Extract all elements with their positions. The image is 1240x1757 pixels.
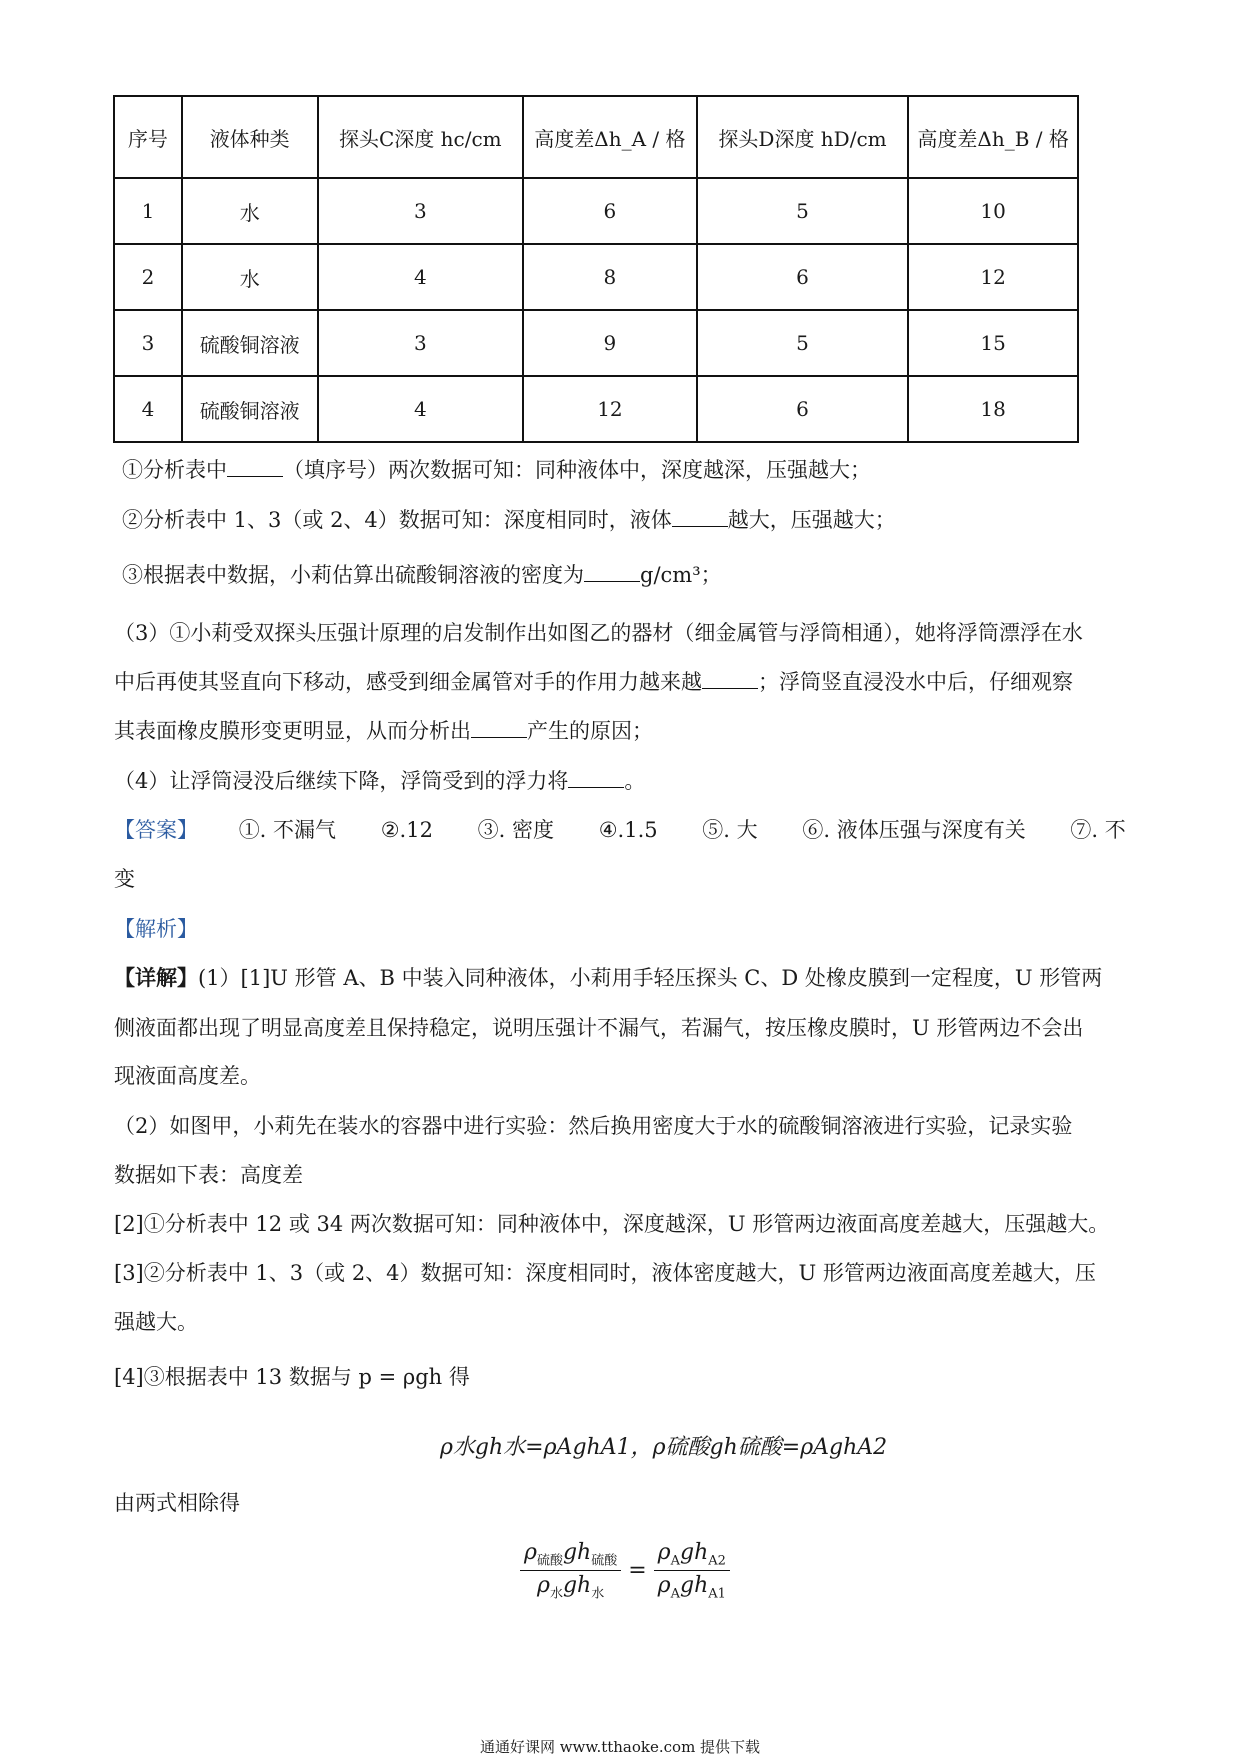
header-cell: 高度差Δh_A / 格 xyxy=(523,96,697,178)
table-cell: 4 xyxy=(114,376,182,442)
table-cell: 6 xyxy=(697,376,909,442)
formula-1: ρ水gh水=ρAghA1，ρ硫酸gh硫酸=ρAghA2 xyxy=(440,1435,888,1460)
answer-item: ③. 密度 xyxy=(477,818,555,842)
header-cell: 探头D深度 hD/cm xyxy=(697,96,909,178)
table-cell: 15 xyxy=(908,310,1078,376)
paragraph-3-line-1: （3）①小莉受双探头压强计原理的启发制作出如图乙的器材（细金属管与浮筒相通），她将浮筒漂浮在水 xyxy=(114,621,1083,645)
paragraph-3-line-2 xyxy=(114,667,1073,697)
detail-line-8: 强越大。 xyxy=(114,1310,198,1334)
q3-unit-text: g/cm³； xyxy=(640,563,722,587)
detail-line-3: 现液面高度差。 xyxy=(114,1064,261,1088)
p3-line3-post: 产生的原因； xyxy=(527,719,653,743)
table-cell: 18 xyxy=(908,376,1078,442)
table-cell: 2 xyxy=(114,244,182,310)
detail-line-9: [4]③根据表中 13 数据与 p = ρgh 得 xyxy=(114,1365,470,1389)
answer-blank xyxy=(672,506,728,527)
table-cell: 水 xyxy=(182,244,318,310)
table-cell: 12 xyxy=(908,244,1078,310)
q2-pre-text: ②分析表中 1、3（或 2、4）数据可知：深度相同时，液体 xyxy=(122,508,672,532)
question-line-2 xyxy=(122,505,896,535)
p4-post: 。 xyxy=(624,769,646,793)
data-table xyxy=(113,95,1079,443)
fraction-left: $\frac{\rho_{硫酸}gh_{硫酸}}{\rho_水gh_水}$ xyxy=(520,1540,621,1602)
table-cell: 5 xyxy=(697,310,909,376)
table-row xyxy=(114,310,1078,376)
answer-item: ①. 不漏气 xyxy=(238,818,337,842)
question-line-3 xyxy=(122,560,722,590)
table-cell: 3 xyxy=(318,310,524,376)
p3-line2-post: ；浮筒竖直浸没水中后，仔细观察 xyxy=(758,670,1073,694)
table-cell: 8 xyxy=(523,244,697,310)
p3-line2-pre: 中后再使其竖直向下移动，感受到细金属管对手的作用力越来越 xyxy=(114,670,702,694)
answer-item: ④.1.5 xyxy=(598,818,658,842)
detail-line-4: （2）如图甲，小莉先在装水的容器中进行实验：然后换用密度大于水的硫酸铜溶液进行实验，记录实验 xyxy=(114,1114,1073,1138)
answer-continuation: 变 xyxy=(114,867,135,891)
answer-blank xyxy=(702,668,758,689)
table-cell: 12 xyxy=(523,376,697,442)
table-row xyxy=(114,178,1078,244)
question-line-1 xyxy=(122,455,871,485)
answer-item: ⑥. 液体压强与深度有关 xyxy=(802,818,1026,842)
table-cell: 4 xyxy=(318,244,524,310)
table-cell: 水 xyxy=(182,178,318,244)
p3-line3-pre: 其表面橡皮膜形变更明显，从而分析出 xyxy=(114,719,471,743)
answer-blank xyxy=(568,767,624,788)
q1-post-text: （填序号）两次数据可知：同种液体中，深度越深，压强越大； xyxy=(283,458,871,482)
answer-item: ⑦. 不 xyxy=(1070,818,1126,842)
detail-line-10: 由两式相除得 xyxy=(114,1491,240,1515)
analysis-label: 【解析】 xyxy=(114,917,198,941)
detail-line-2: 侧液面都出现了明显高度差且保持稳定，说明压强计不漏气，若漏气，按压橡皮膜时，U 形管两边不会出 xyxy=(114,1016,1084,1040)
detail-line-5: 数据如下表：高度差 xyxy=(114,1163,303,1187)
fraction-right: $\frac{\rho_Agh_{A2}}{\rho_Agh_{A1}}$ xyxy=(654,1540,730,1602)
detail-label: 【详解】 xyxy=(114,965,198,990)
header-cell: 液体种类 xyxy=(182,96,318,178)
table-cell: 3 xyxy=(114,310,182,376)
answer-blank xyxy=(584,561,640,582)
answer-blank xyxy=(471,717,527,738)
q2-post-text: 越大，压强越大； xyxy=(727,508,896,532)
formula-2: $\frac{\rho_{硫酸}gh_{硫酸}}{\rho_水gh_水}$ = $\frac{\rho_Agh_{A2}}{\rho_Agh_{A1}}$ xyxy=(520,1540,730,1602)
q1-pre-text: ①分析表中 xyxy=(122,458,227,482)
p4-pre: （4）让浮筒浸没后继续下降，浮筒受到的浮力将 xyxy=(114,769,569,793)
table-cell: 4 xyxy=(318,376,524,442)
header-cell: 探头C深度 hc/cm xyxy=(318,96,524,178)
table-cell: 9 xyxy=(523,310,697,376)
answer-item: ⑤. 大 xyxy=(702,818,758,842)
paragraph-3-line-3 xyxy=(114,716,653,746)
answer-label: 【答案】 xyxy=(114,818,198,842)
table-cell: 硫酸铜溶液 xyxy=(182,376,318,442)
table-cell: 3 xyxy=(318,178,524,244)
table-cell: 6 xyxy=(523,178,697,244)
header-cell: 高度差Δh_B / 格 xyxy=(908,96,1078,178)
detail-line-1 xyxy=(114,963,1102,993)
q3-pre-text: ③根据表中数据，小莉估算出硫酸铜溶液的密度为 xyxy=(122,563,584,587)
header-cell: 序号 xyxy=(114,96,182,178)
table-row xyxy=(114,376,1078,442)
page-footer: 通通好课网 www.tthaoke.com 提供下载 xyxy=(479,1738,761,1756)
detail-text: (1）[1]U 形管 A、B 中装入同种液体，小莉用手轻压探头 C、D 处橡皮膜到一定程度，U 形管两 xyxy=(198,966,1103,990)
detail-line-6: [2]①分析表中 12 或 34 两次数据可知：同种液体中，深度越深，U 形管两边液面高度差越大，压强越大。 xyxy=(114,1212,1110,1236)
table-cell: 10 xyxy=(908,178,1078,244)
answer-item: ②.12 xyxy=(380,818,433,842)
answer-line xyxy=(114,815,1126,845)
table-cell: 5 xyxy=(697,178,909,244)
table-cell: 6 xyxy=(697,244,909,310)
answer-blank xyxy=(227,456,283,477)
table-header-row xyxy=(114,96,1078,178)
table-cell: 硫酸铜溶液 xyxy=(182,310,318,376)
table-row xyxy=(114,244,1078,310)
detail-line-7: [3]②分析表中 1、3（或 2、4）数据可知：深度相同时，液体密度越大，U 形管两边液面高度差越大，压 xyxy=(114,1261,1096,1285)
table-cell: 1 xyxy=(114,178,182,244)
paragraph-4-line xyxy=(114,766,645,796)
